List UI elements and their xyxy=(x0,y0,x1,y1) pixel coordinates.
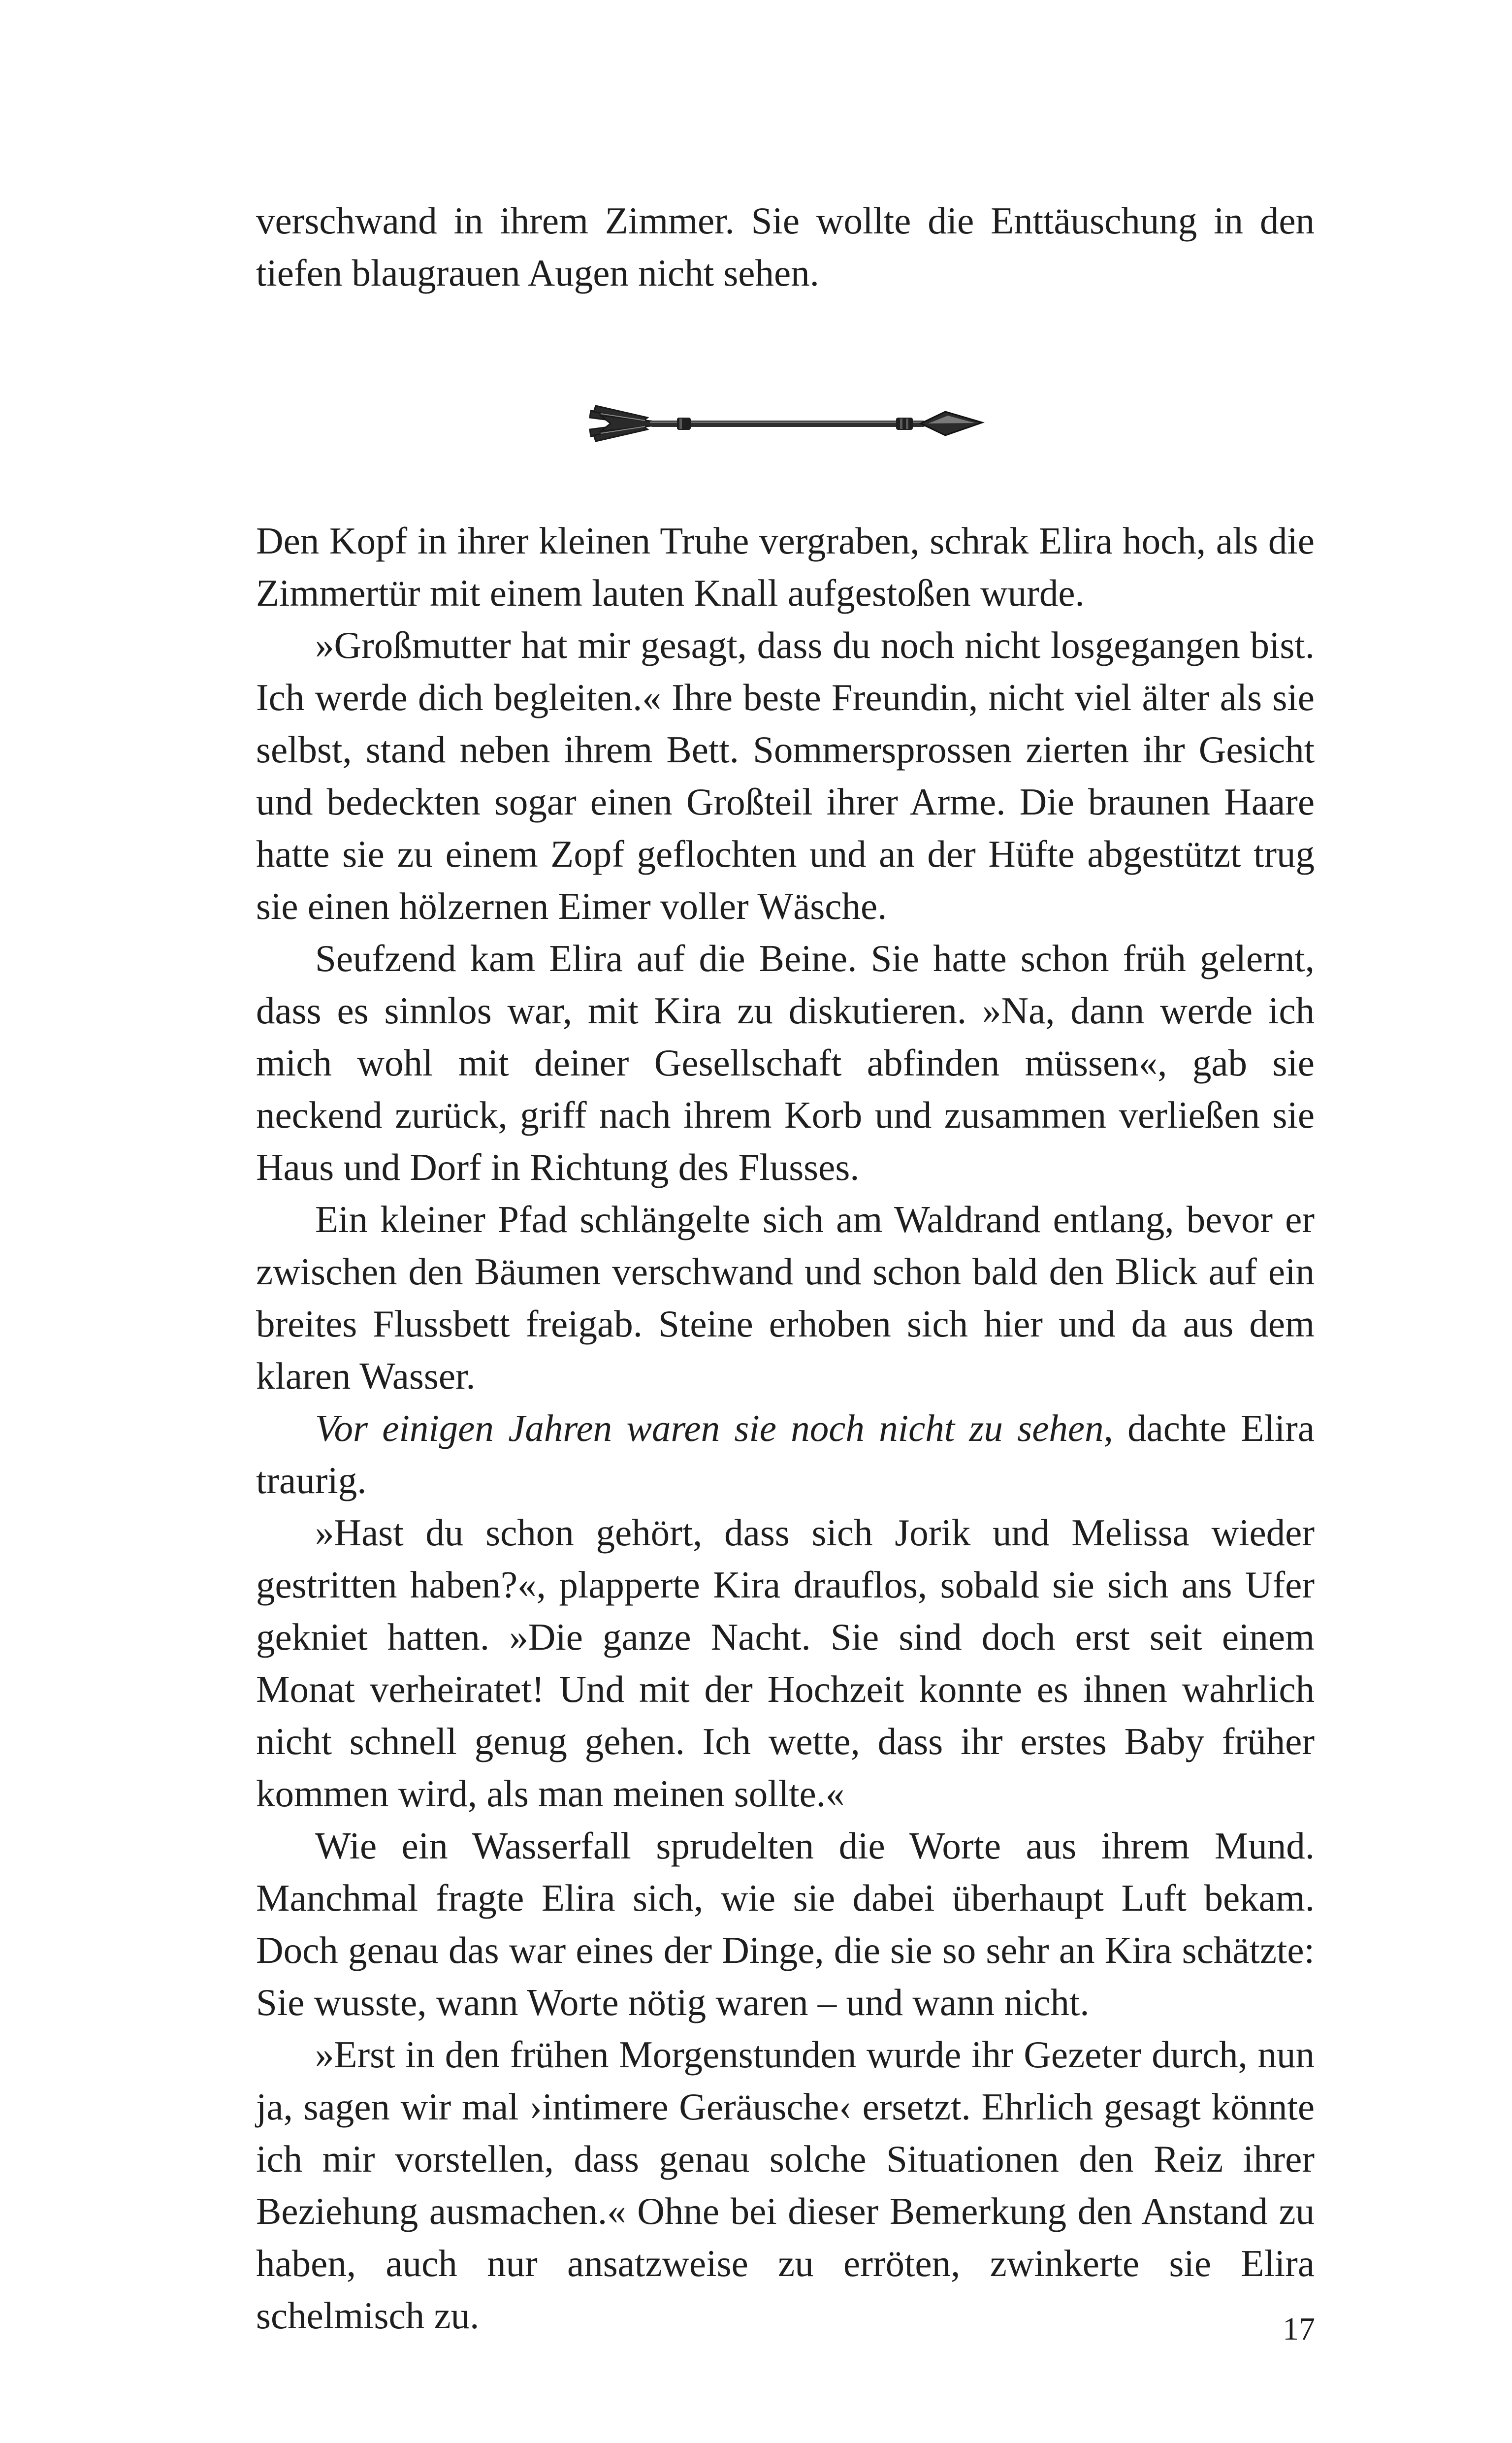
paragraph-tail: , dachte Elira traurig. xyxy=(256,1407,1315,1501)
page-number: 17 xyxy=(1283,2311,1315,2347)
paragraph: »Hast du schon gehört, dass sich Jorik und Melissa wieder gestritten haben?«, plapperte Kira drauflos, sobald sie sich ans Ufer gekniet hatten. »Die ganze Nacht. Sie sind doch erst seit einem Monat verheiratet! Und mit der Hochzeit konnte es ihnen wahrlich nicht schnell genug gehen. Ich wette, dass ihr erstes Baby früher kommen wird, als man meinen sollte.« xyxy=(256,1511,1315,1815)
italic-thought: Vor einigen Jahren waren sie noch nicht zu sehen xyxy=(315,1407,1104,1449)
paragraph: Ein kleiner Pfad schlängelte sich am Waldrand entlang, bevor er zwischen den Bäumen verschwand und schon bald den Blick auf ein breites Flussbett freigab. Steine erhoben sich hier und da aus dem klaren Wasser. xyxy=(256,1198,1315,1397)
arrow-divider-icon xyxy=(581,394,995,453)
paragraph-with-italic-thought xyxy=(256,1402,1315,1506)
paragraph: »Erst in den frühen Morgenstunden wurde ihr Gezeter durch, nun ja, sagen wir mal ›intimere Geräusche‹ ersetzt. Ehrlich gesagt könnte ich mir vorstellen, dass genau solche Situationen den Reiz ihrer Beziehung ausmachen.« Ohne bei dieser Bemerkung den Anstand zu haben, auch nur ansatzweise zu erröten, zwinkerte sie Elira schelmisch zu. xyxy=(256,2033,1315,2337)
main-text-block xyxy=(256,515,1315,2342)
paragraph: »Großmutter hat mir gesagt, dass du noch nicht losgegangen bist. Ich werde dich begleiten.« Ihre beste Freundin, nicht viel älter als sie selbst, stand neben ihrem Bett. Sommersprossen zierten ihr Gesicht und bedeckten sogar einen Großteil ihrer Arme. Die braunen Haare hatte sie zu einem Zopf geflochten und an der Hüfte abgestützt trug sie einen hölzernen Eimer voller Wäsche. xyxy=(256,624,1315,927)
continuation-paragraph: verschwand in ihrem Zimmer. Sie wollte die Enttäuschung in den tiefen blaugrauen Augen nicht sehen. xyxy=(256,199,1315,294)
paragraph: Den Kopf in ihrer kleinen Truhe vergraben, schrak Elira hoch, als die Zimmertür mit einem lauten Knall aufgestoßen wurde. xyxy=(256,520,1315,614)
continuation-text-block xyxy=(256,195,1315,299)
paragraph: Seufzend kam Elira auf die Beine. Sie hatte schon früh gelernt, dass es sinnlos war, mit Kira zu diskutieren. »Na, dann werde ich mich wohl mit deiner Gesellschaft abfinden müssen«, gab sie neckend zurück, griff nach ihrem Korb und zusammen verließen sie Haus und Dorf in Richtung des Flusses. xyxy=(256,937,1315,1188)
paragraph: Wie ein Wasserfall sprudelten die Worte aus ihrem Mund. Manchmal fragte Elira sich, wie sie dabei überhaupt Luft bekam. Doch genau das war eines der Dinge, die sie so sehr an Kira schätzte: Sie wusste, wann Worte nötig waren – und wann nicht. xyxy=(256,1824,1315,2023)
